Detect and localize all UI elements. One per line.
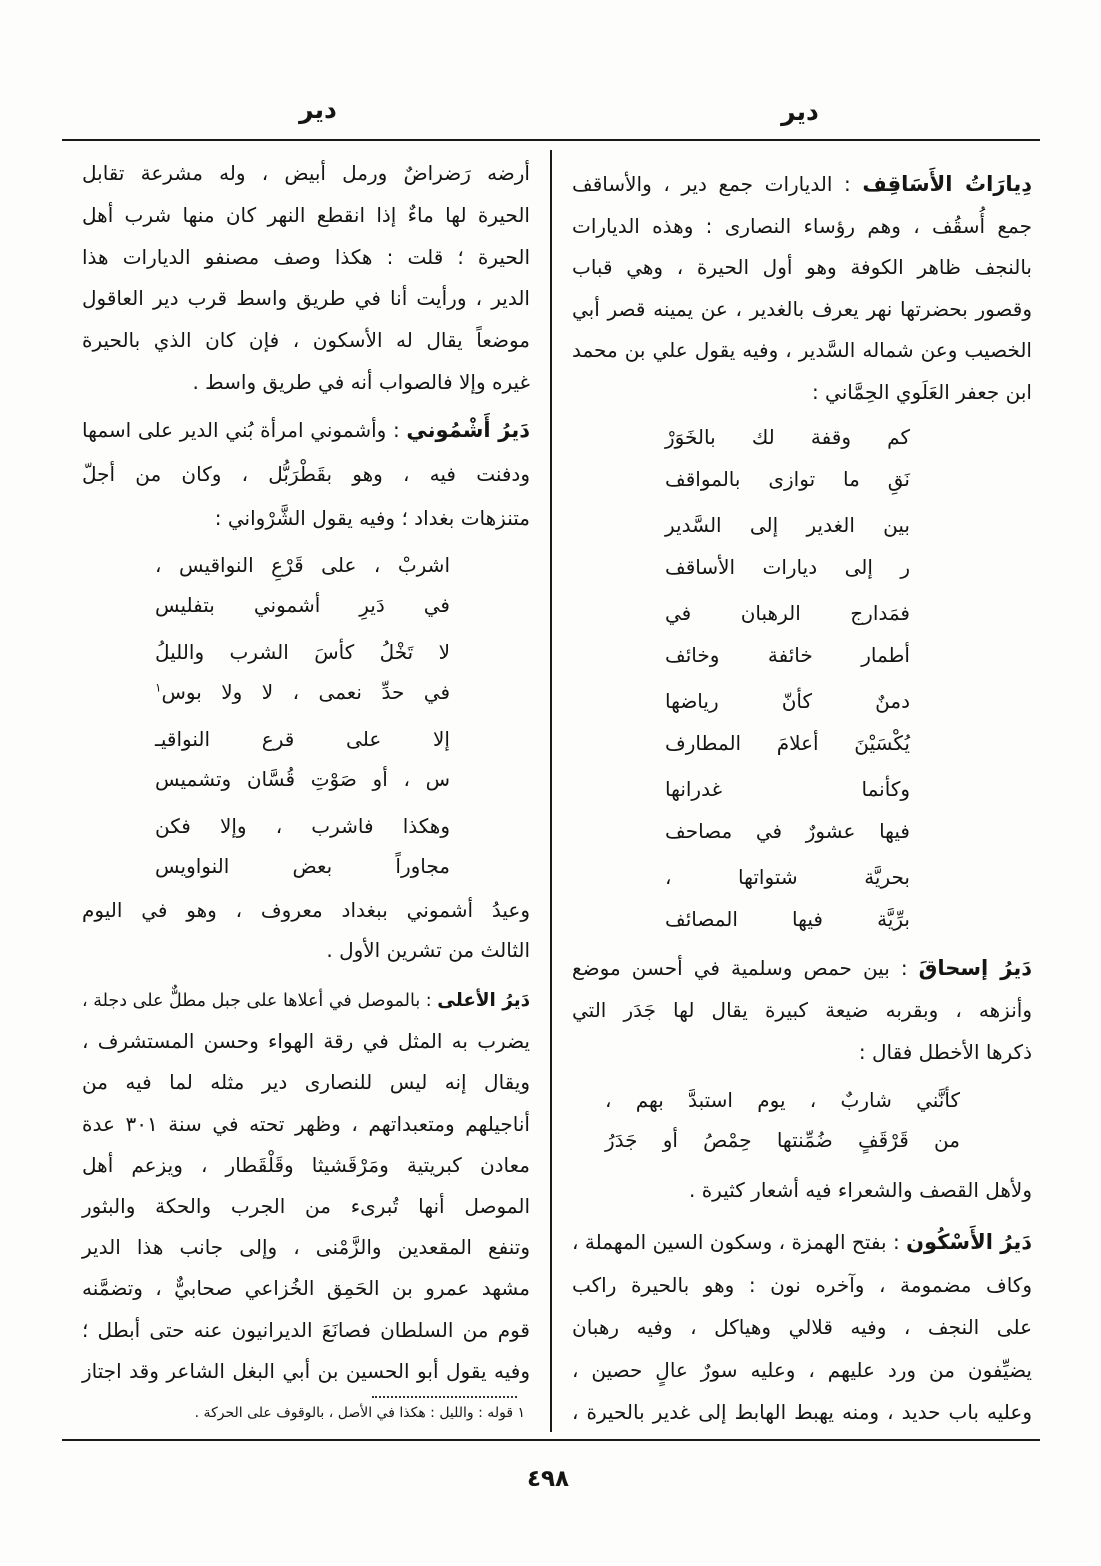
line-text: : بالموصل في أعلاها على جبل مطلٌّ على دجلة ، (82, 991, 438, 1011)
text-line: الحيرة ؛ قلت : هكذا وصف مصنفو الديارات هذا (82, 244, 530, 269)
text-line: الثالث من تشرين الأول . (326, 938, 530, 962)
text-line: متنزهات بغداد ؛ وفيه يقول الشَّرْواني : (214, 506, 530, 530)
verse (665, 504, 910, 588)
entry-dayr-ashmuni (82, 408, 530, 540)
text-line: غيره وإلا فالصواب أنه في طريق واسط . (192, 369, 530, 394)
text-line: وعيدُ أشموني ببغداد معروف ، وهو في اليوم (82, 898, 530, 922)
hemistich: نَقِ ما توازى بالمواقف (665, 467, 910, 491)
text-line: يضيِّفون من ورد عليهم ، وعليه سورٌ عالٍ حصين ، (572, 1357, 1032, 1382)
text-line: موضعاً يقال له الأسكون ، فإن كان الذي بالحيرة (82, 328, 530, 353)
footnote-mark[interactable]: ١ (155, 680, 162, 695)
paragraph-askun-continuation (82, 153, 530, 404)
verse (665, 416, 910, 500)
text-line: يضرب به المثل في رقة الهواء وحسن المستشرف ، (82, 1029, 530, 1054)
running-head-left: دير (299, 95, 337, 124)
hemistich: يُكْسَيْنَ أعلامَ المطارف (665, 731, 910, 755)
verse (155, 806, 450, 886)
line-text: : الديارات جمع دير ، والأساقف (572, 172, 863, 196)
text-line: الخصيب وعن شماله السَّدير ، وفيه يقول علي بن محمد (572, 338, 1032, 363)
hemistich: إلا على قرع النواقيـ (155, 727, 450, 751)
hemistich: ر إلى ديارات الأساقف (665, 555, 910, 579)
text-line (572, 164, 1032, 206)
hemistich: كأنَّني شاربٌ ، يوم استبدَّ بهم ، (605, 1088, 960, 1112)
text-line: مشهد عمرو بن الحَمِق الخُزاعي صحابيٌّ ، وتضمَّنه (82, 1276, 530, 1301)
hemistich: وهكذا فاشرب ، وإلا فكن (155, 814, 450, 838)
hemistich: بين الغدير إلى السَّدير (665, 513, 910, 537)
headword: دَيرُ إسحاقَ (918, 956, 1032, 980)
hemistich: بحريَّة شتواتها ، (665, 865, 910, 889)
text-line: الحيرة لها ماءٌ إذا انقطع النهر كان منها شرب أهل (82, 202, 530, 227)
headword: دَيرُ الأعلى (437, 990, 531, 1011)
hemistich: كم وقفة لك بالخَوَرْ (665, 425, 910, 449)
text-line (572, 947, 1032, 989)
text-line: جمع أُسقُف ، وهم رؤساء النصارى : وهذه الديارات (572, 213, 1032, 238)
hemistich-text: في حدِّ نعمى ، لا ولا بوس (161, 680, 450, 704)
text-line: ولأهل القصف والشعراء فيه أشعار كثيرة . (688, 1178, 1032, 1202)
line-text: : بفتح الهمزة ، وسكون السين المهملة ، (572, 1230, 907, 1254)
hemistich: فمَدارج الرهبان في (665, 601, 910, 625)
text-line (82, 980, 530, 1021)
text-line: معادن كبريتية ومَرْقَشيثا وقَلْقَطار ، ويزعم أهل (82, 1152, 530, 1177)
entry-dayr-al-askun (572, 1221, 1032, 1434)
text-line: وأنزهه ، وبقربه ضيعة كبيرة يقال لها جَدَر التي (572, 998, 1032, 1022)
text-line (82, 408, 530, 452)
hemistich: دمنٌ كأنّ رياضها (665, 689, 910, 713)
text-line: ابن جعفر العَلَوي الحِمَّاني : (811, 379, 1032, 404)
text-line: على النجف ، وفيه قلالي وهياكل ، وفيه رهبان (572, 1315, 1032, 1339)
hemistich: من قَرْقَفٍ ضُمِّنتها حِمْصُ أو جَدَرُ (605, 1128, 960, 1152)
verse (665, 856, 910, 940)
text-line: الدير ، ورأيت أنا في طريق واسط قرب دير العاقول (82, 286, 530, 311)
paragraph-eid-ashmuni (82, 890, 530, 970)
verse (605, 1080, 960, 1160)
hemistich: أطمار خائفة وخائف (665, 643, 910, 667)
text-line: بالنجف ظاهر الكوفة وهو أول الحيرة ، وهي قباب (572, 255, 1032, 280)
verse (155, 632, 450, 712)
hemistich: في دَيرِ أشموني بتفليس (155, 593, 450, 617)
hemistich: مجاوراً بعض النواويس (155, 854, 450, 878)
text-line: الموصل أنها تُبرىء من الجرب والحكة والبثور (82, 1193, 530, 1218)
left-column (82, 0, 530, 1566)
footnote: ١ قوله : والليل : هكذا في الأصل ، بالوقوف على الحركة . (194, 1405, 525, 1421)
hemistich: لا تَخْلُ كأسَ الشرب والليلُ (155, 640, 450, 664)
line-text: : بين حمص وسلمية في أحسن موضع (572, 956, 919, 980)
poem-akhtal (605, 1080, 960, 1160)
text-line: وعليه باب حديد ، ومنه يهبط الهابط إلى غدير بالحيرة ، (572, 1400, 1032, 1424)
text-line: ودفنت فيه ، وهو بقَطْرَبُّل ، وكان من أجلّ (82, 462, 530, 486)
text-line: قوم من السلطان فصانَعَ الديرانيون عنه حتى أبطل ؛ (82, 1317, 530, 1342)
text-line: أناجيلهم ومتعبداتهم ، وظهر تحته في سنة ٣٠١ عدة (82, 1111, 530, 1136)
line-text: : وأشموني امرأة بُني الدير على اسمها (82, 418, 407, 442)
verse (665, 768, 910, 852)
verse (665, 592, 910, 676)
hemistich (155, 672, 450, 712)
entry-diyarat-al-asaqif (572, 164, 1032, 414)
page-number: ٤٩٨ (526, 1466, 570, 1492)
hemistich: وكأنما غدرانها (665, 777, 910, 801)
hemistich: فيها عشورٌ في مصاحف (665, 819, 910, 843)
entry-dayr-al-aala (82, 980, 530, 1392)
verse (155, 545, 450, 625)
right-column (572, 0, 1032, 1566)
poem-sharwani (155, 545, 450, 893)
headword: دِيارَاتُ الأَسَاقِف (862, 172, 1032, 196)
poem-himmani (665, 416, 910, 944)
text-line (572, 1221, 1032, 1264)
hemistich: برِّيَّة فيها المصائف (665, 907, 910, 931)
text-line: وتنفع المقعدين والزَّمْنى ، وإلى جانب هذا الدير (82, 1235, 530, 1260)
verse (155, 719, 450, 799)
hemistich: اشربْ ، على قَرْعِ النواقيس ، (155, 553, 450, 577)
text-line: ويقال إنه ليس للنصارى دير مثله لما فيه من (82, 1070, 530, 1095)
headword: دَيرُ أَشْمُوني (406, 418, 530, 442)
text-line: أرضه رَضراضٌ ورمل أبيض ، وله مشرعة تقابل (82, 161, 530, 185)
text-line: ذكرها الأخطل فقال : (858, 1040, 1032, 1064)
verse (665, 680, 910, 764)
running-head-right: دير (781, 97, 819, 126)
text-line: وقصور بحضرتها نهر يعرف بالغدير ، عن يمينه قصر أبي (572, 296, 1032, 321)
footnote-separator (372, 1396, 517, 1398)
text-line: وكاف مضمومة ، وآخره نون : وهو بالحيرة راكب (572, 1272, 1032, 1297)
text-line: وفيه يقول أبو الحسين بن أبي البغل الشاعر وقد اجتاز (82, 1358, 530, 1383)
paragraph-after-akhtal (572, 1169, 1032, 1211)
hemistich: س ، أو صَوْتِ قُسَّان وتشميس (155, 767, 450, 791)
column-divider (550, 150, 552, 1432)
entry-dayr-ishaq (572, 947, 1032, 1073)
headword: دَيرُ الأَسْكُون (906, 1230, 1033, 1254)
